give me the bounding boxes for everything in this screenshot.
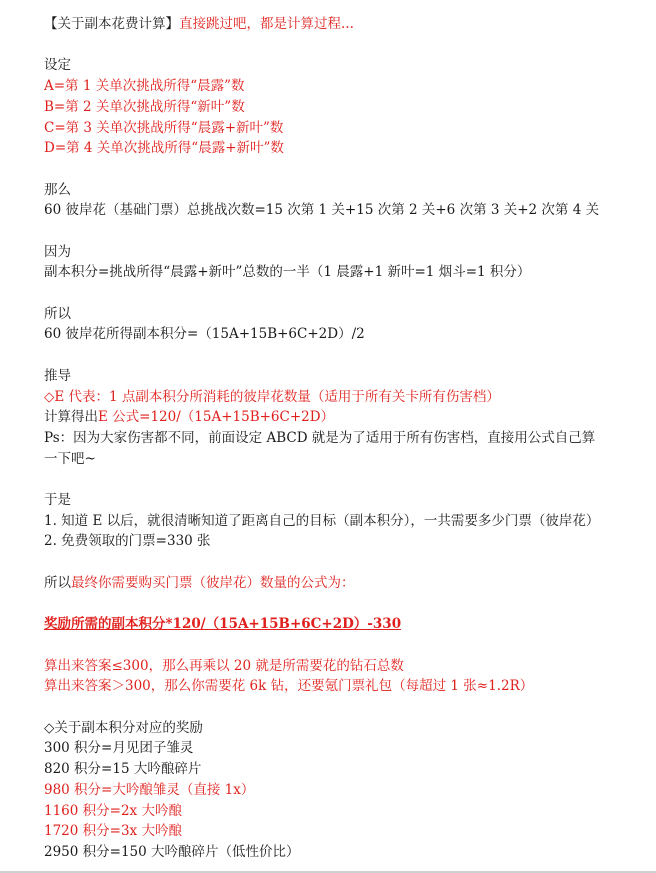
spacer	[44, 594, 644, 615]
calc-formula: E 公式=120/（15A+15B+6C+2D）	[98, 409, 335, 426]
definition-c: C=第 3 关单次挑战所得“晨露+新叶”数	[44, 119, 284, 136]
header-title: 【关于副本花费计算】	[44, 16, 179, 32]
ps-line-2: 一下吧~	[44, 450, 96, 467]
spacer	[44, 469, 644, 490]
final-formula: 奖励所需的副本积分*120/（15A+15B+6C+2D）-330	[44, 616, 402, 633]
final-note-2: 算出来答案＞300，那么你需要花 6k 钻，还要氪门票礼包（每超过 1 张≈1.2R）	[44, 678, 534, 695]
spacer	[44, 552, 644, 573]
because-label: 因为	[44, 243, 71, 260]
header-line	[44, 14, 644, 35]
calc-prefix: 计算得出	[44, 409, 98, 426]
final-intro	[44, 573, 644, 594]
final-intro-rest: 最终你需要购买门票（彼岸花）数量的公式为：	[71, 574, 355, 591]
so-text: 60 彼岸花所得副本积分=（15A+15B+6C+2D）/2	[44, 326, 365, 343]
final-note-1: 算出来答案≤300，那么再乘以 20 就是所需要花的钻石总数	[44, 657, 404, 674]
definition-d: D=第 4 关单次挑战所得“晨露+新叶”数	[44, 140, 284, 157]
definition-b: B=第 2 关单次挑战所得“新叶”数	[44, 98, 245, 115]
spacer	[44, 345, 644, 366]
calc-line	[44, 407, 644, 428]
document-body	[44, 14, 644, 863]
ps-line-1: Ps：因为大家伤害都不同，前面设定 ABCD 就是为了适用于所有伤害档，直接用公式自己算	[44, 429, 596, 446]
reward-item: 980 积分=大吟酿雏灵（直接 1x）	[44, 781, 255, 798]
spacer	[44, 159, 644, 180]
e-definition: ◇E 代表：1 点副本积分所消耗的彼岸花数量（适用于所有关卡所有伤害档）	[44, 388, 500, 405]
thus-item-2: 2. 免费领取的门票=330 张	[44, 533, 211, 550]
because-text: 副本积分=挑战所得“晨露+新叶”总数的一半（1 晨露+1 新叶=1 烟斗=1 积分）	[44, 264, 531, 281]
final-intro-prefix: 所以	[44, 574, 71, 591]
spacer	[44, 283, 644, 304]
then-text: 60 彼岸花（基础门票）总挑战次数=15 次第 1 关+15 次第 2 关+6 次第 3 关+2 次第 4 关	[44, 202, 600, 219]
definition-a: A=第 1 关单次挑战所得“晨露”数	[44, 78, 245, 95]
thus-label: 于是	[44, 492, 71, 509]
reward-item: 300 积分=月见团子雏灵	[44, 740, 194, 757]
rewards-label: ◇关于副本积分对应的奖励	[44, 719, 203, 736]
reward-item: 1160 积分=2x 大吟酿	[44, 802, 182, 819]
so-label: 所以	[44, 305, 71, 322]
reward-item: 820 积分=15 大吟酿碎片	[44, 761, 202, 778]
reward-item: 1720 积分=3x 大吟酿	[44, 823, 182, 840]
spacer	[44, 35, 644, 56]
spacer	[44, 697, 644, 718]
derive-label: 推导	[44, 367, 71, 384]
spacer	[44, 635, 644, 656]
thus-item-1: 1. 知道 E 以后，就很清晰知道了距离自己的目标（副本积分），一共需要多少门票（彼岸花）	[44, 512, 600, 529]
reward-item: 2950 积分=150 大吟酿碎片（低性价比）	[44, 843, 300, 860]
definitions-label: 设定	[44, 57, 71, 74]
then-label: 那么	[44, 181, 71, 198]
header-subtitle: 直接跳过吧，都是计算过程...	[179, 16, 354, 32]
spacer	[44, 221, 644, 242]
